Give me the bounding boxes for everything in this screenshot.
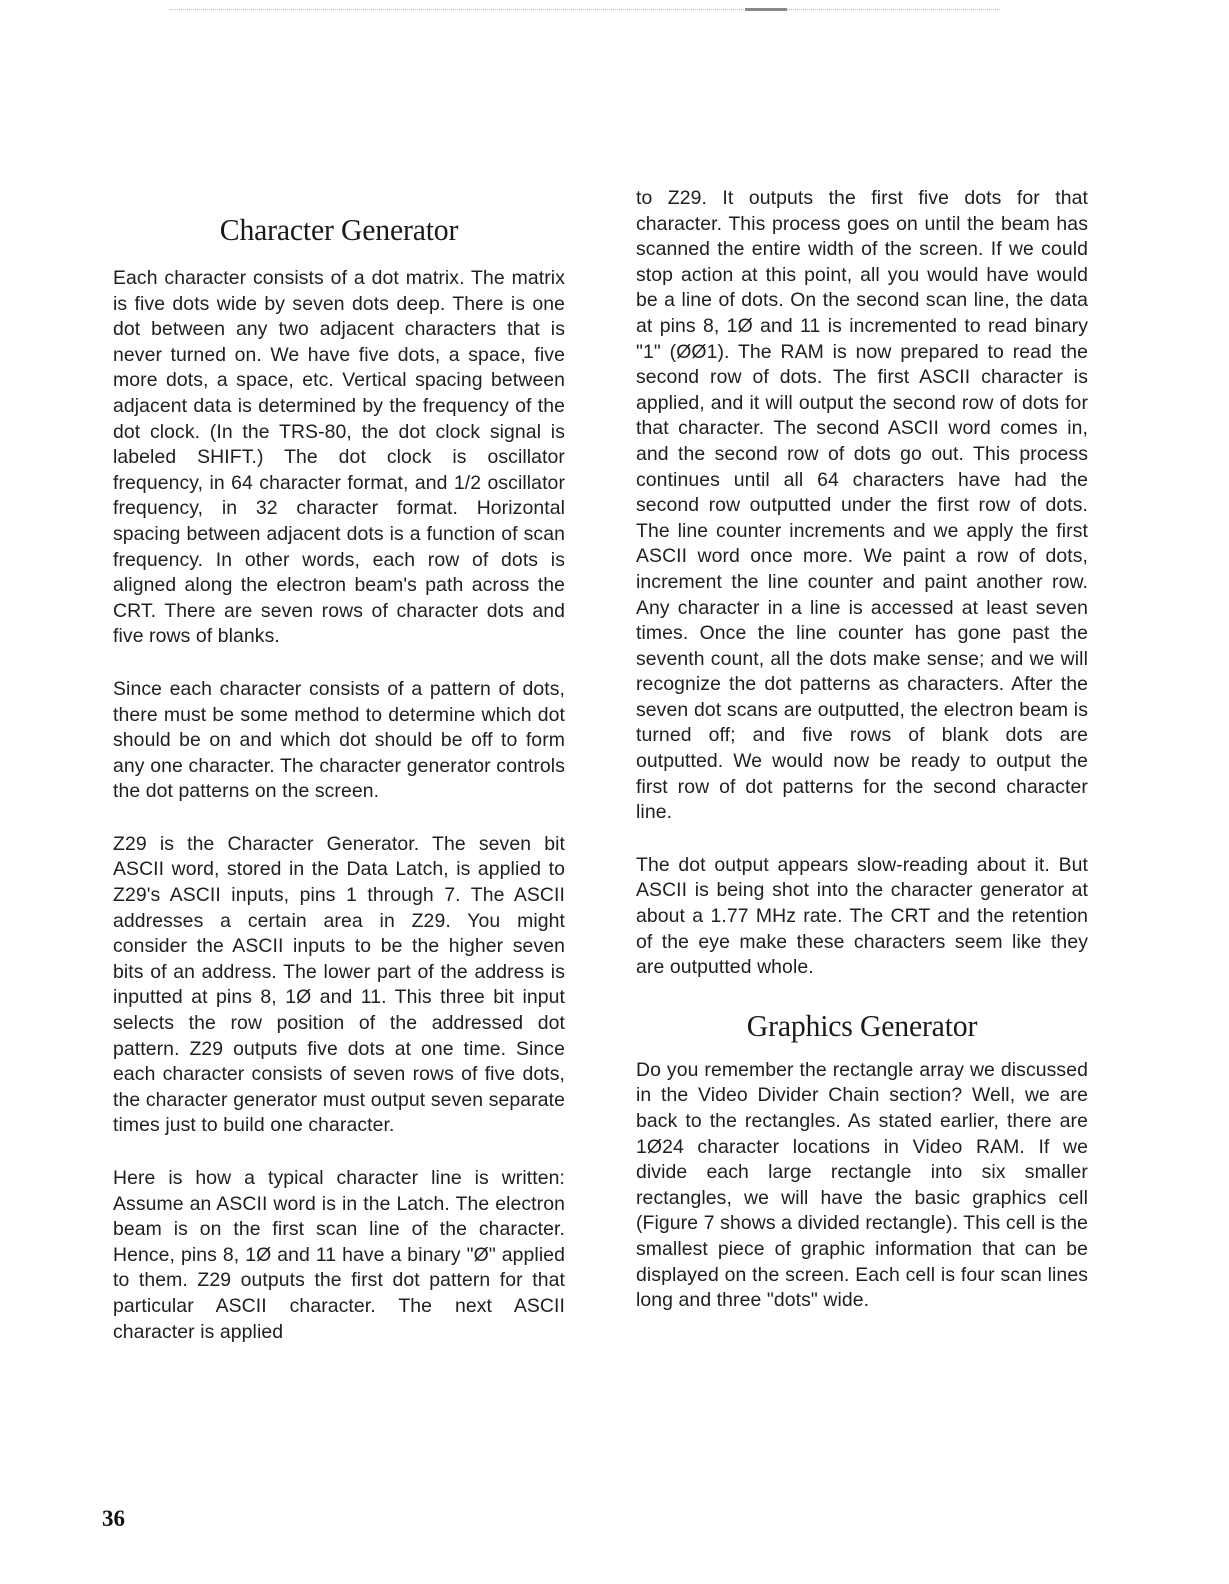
paragraph-dot-patterns: Since each character consists of a pattern of dots, there must be some method to determine which dot should be on and which dot should be off to form any one character. The character generator controls the dot patterns on the screen. [113, 677, 565, 803]
paragraph-character-line: Here is how a typical character line is written: Assume an ASCII word is in the Latch. The electron beam is on the first scan line of the character. Hence, pins 8, 1Ø and 11 have a binary "Ø" applied to them. Z29 outputs the first dot pattern for that particular ASCII character. The next ASCII character is applied [113, 1167, 565, 1343]
left-column [113, 186, 565, 1372]
top-rule-mark [745, 8, 787, 11]
right-column [636, 186, 1088, 1341]
section-heading-character-generator: Character Generator [219, 212, 459, 247]
paragraph-z29: Z29 is the Character Generator. The seven bit ASCII word, stored in the Data Latch, is applied to Z29's ASCII inputs, pins 1 through 7. The ASCII addresses a certain area in Z29. You might consider the ASCII inputs to be the higher seven bits of an address. The lower part of the address is inputted at pins 8, 1Ø and 11. This three bit input selects the row position of the addressed dot pattern. Z29 outputs five dots at one time. Since each character consists of seven rows of five dots, the character generator must output seven separate times just to build one character. [113, 832, 565, 1137]
paragraph-rectangle-array: Do you remember the rectangle array we discussed in the Video Divider Chain section? Well, we are back to the rectangles. As stated earlier, there are 1Ø24 character locations in Video RAM. If we divide each large rectangle into six smaller rectangles, we will have the basic graphics cell (Figure 7 shows a divided rectangle). This cell is the smallest piece of graphic information that can be displayed on the screen. Each cell is four scan lines long and three "dots" wide. [636, 1058, 1088, 1312]
page-number: 36 [102, 1506, 125, 1531]
paragraph-dot-matrix: Each character consists of a dot matrix. The matrix is five dots wide by seven dots deep. There is one dot between any two adjacent characters that is never turned on. We have five dots, a space, five more dots, a space, etc. Vertical spacing between adjacent data is determined by the frequency of the dot clock. (In the TRS-80, the dot clock signal is labeled SHIFT.) The dot clock is oscillator frequency, in 64 character format, and 1/2 oscillator frequency, in 32 character format. Horizontal spacing between adjacent dots is a function of scan frequency. In other words, each row of dots is aligned along the electron beam's path across the CRT. There are seven rows of character dots and five rows of blanks. [113, 267, 565, 648]
section-heading-graphics-generator: Graphics Generator [746, 1007, 978, 1043]
paragraph-dot-output: The dot output appears slow-reading about it. But ASCII is being shot into the character generator at about a 1.77 MHz rate. The CRT and the retention of the eye make these characters seem like they are outputted whole. [636, 853, 1088, 979]
top-rule [170, 9, 1000, 10]
paragraph-scan-continuation: to Z29. It outputs the first five dots for that character. This process goes on until the beam has scanned the entire width of the screen. If we could stop action at this point, all you would have would be a line of dots. On the second scan line, the data at pins 8, 1Ø and 11 is incremented to read binary "1" (ØØ1). The RAM is now prepared to read the second row of dots. The first ASCII character is applied, and it will output the second row of dots for that character. The second ASCII word comes in, and the second row of dots go out. This process continues until all 64 characters have had the second row outputted under the first row of dots. The line counter increments and we apply the first ASCII word once more. We paint a row of dots, increment the line counter and paint another row. Any character in a line is accessed at least seven times. Once the line counter has gone past the seventh count, all the dots make sense; and we will recognize the dot patterns as characters. After the seven dot scans are outputted, the electron beam is turned off; and five rows of blank dots are outputted. We would now be ready to output the first row of dot patterns for the second character line. [636, 187, 1088, 824]
